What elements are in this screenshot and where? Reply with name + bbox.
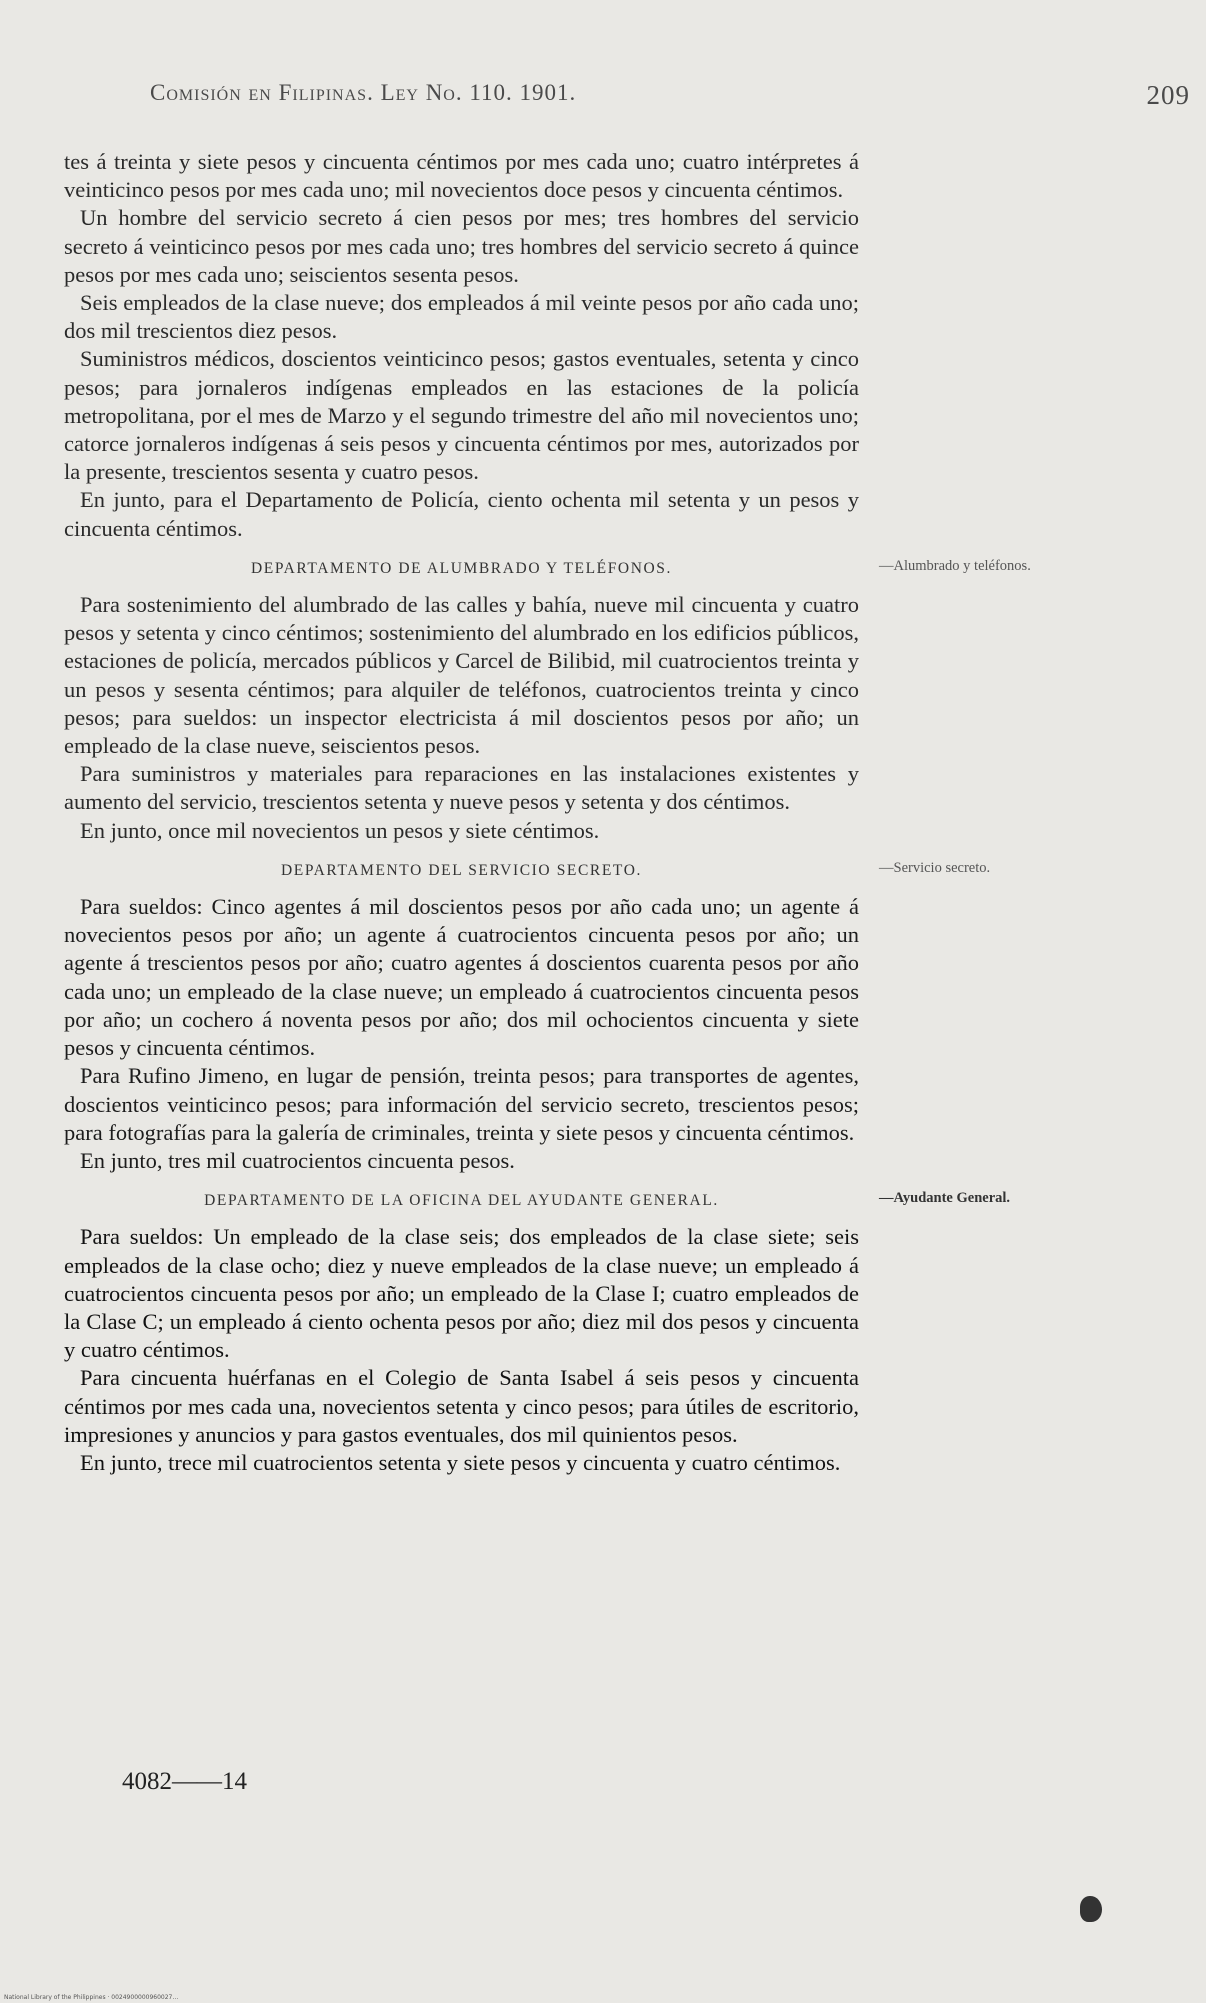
section-alumbrado: [64, 555, 1031, 845]
paragraph: Para suministros y materiales para reparaciones en las instalaciones existentes y aumento del servicio, trescientos setenta y nueve pesos y setenta y dos céntimos.: [64, 761, 859, 815]
page-number: 209: [1146, 80, 1190, 110]
margin-note: —Servicio secreto.: [879, 859, 991, 876]
body-text: [64, 148, 1031, 1477]
paragraph: En junto, para el Departamento de Policía, ciento ochenta mil setenta y un pesos y cincuenta céntimos.: [64, 487, 859, 541]
paragraph: Seis empleados de la clase nueve; dos empleados á mil veinte pesos por año cada uno; dos mil trescientos diez pesos.: [64, 290, 859, 344]
paragraph: tes á treinta y siete pesos y cincuenta céntimos por mes cada uno; cuatro intérpretes á veinticinco pesos por mes cada uno; mil novecientos doce pesos y cincuenta céntimos.: [64, 149, 859, 203]
printer-signature-mark: 4082——14: [122, 1768, 247, 1795]
paragraph: Para cincuenta huérfanas en el Colegio de Santa Isabel á seis pesos y cincuenta céntimos por mes cada una, novecientos setenta y cinco pesos; para útiles de escritorio, impresiones y anuncios y para gastos eventuales, dos mil quinientos pesos.: [64, 1365, 859, 1447]
running-title: Comisión en Filipinas. Ley No. 110. 1901.: [150, 80, 577, 105]
ink-blot: [1080, 1896, 1102, 1922]
paragraph: Para sueldos: Cinco agentes á mil doscientos pesos por año cada uno; un agente á novecientos pesos por año; un agente á cuatrocientos cincuenta pesos por año; un agente á trescientos pesos por año; cuatro agentes á doscientos cuarenta pesos por año cada uno; un empleado de la clase nueve; un empleado á cuatrocientos cincuenta pesos por año; un cochero á noventa pesos por año; dos mil ochocientos cincuenta y siete pesos y cincuenta céntimos.: [64, 894, 859, 1061]
section-heading: DEPARTAMENTO DEL SERVICIO SECRETO.: [280, 861, 642, 879]
paragraph: En junto, tres mil cuatrocientos cincuenta pesos.: [80, 1147, 515, 1173]
paragraph: Para Rufino Jimeno, en lugar de pensión, treinta pesos; para transportes de agentes, doscientos veinticinco pesos; para información del servicio secreto, trescientos pesos; para fotografías para la galería de criminales, treinta y siete pesos y cincuenta céntimos.: [64, 1063, 859, 1145]
margin-note: —Ayudante General.: [879, 1190, 1011, 1207]
section-heading: DEPARTAMENTO DE LA OFICINA DEL AYUDANTE GENERAL.: [204, 1192, 719, 1210]
paragraph: Suministros médicos, doscientos veinticinco pesos; gastos eventuales, setenta y cinco pesos; para jornaleros indígenas empleados en las estaciones de la policía metropolitana, por el mes de Marzo y el segundo trimestre del año mil novecientos uno; catorce jornaleros indígenas á seis pesos y cincuenta céntimos por mes, autorizados por la presente, trescientos sesenta y cuatro pesos.: [64, 346, 859, 485]
page-header: [150, 80, 1190, 120]
paragraph: Para sostenimiento del alumbrado de las calles y bahía, nueve mil cincuenta y cuatro pesos y setenta y cinco céntimos; sostenimiento del alumbrado en los edificios públicos, estaciones de policía, mercados públicos y Carcel de Bilibid, mil cuatrocientos treinta y un pesos y sesenta céntimos; para alquiler de teléfonos, cuatrocientos treinta y cinco pesos; para sueldos: un inspector electricista á mil doscientos pesos por año; un empleado de la clase nueve, seiscientos pesos.: [64, 592, 859, 759]
section-heading: DEPARTAMENTO DE ALUMBRADO Y TELÉFONOS.: [250, 559, 673, 577]
paragraph: En junto, trece mil cuatrocientos setenta y siete pesos y cincuenta y cuatro céntimos.: [80, 1449, 841, 1475]
margin-note: —Alumbrado y teléfonos.: [879, 557, 1031, 574]
section-servicio-secreto: [64, 857, 991, 1175]
paragraph: En junto, once mil novecientos un pesos y siete céntimos.: [80, 817, 600, 843]
paragraph: Para sueldos: Un empleado de la clase seis; dos empleados de la clase siete; seis empleados de la clase ocho; diez y nueve empleados de la clase nueve; un empleado á cuatrocientos cincuenta pesos por año; un empleado de la Clase I; cuatro empleados de la Clase C; un empleado á ciento ochenta pesos por año; diez mil dos pesos y cincuenta y cuatro céntimos.: [64, 1224, 859, 1363]
section-ayudante-general: [64, 1187, 1011, 1477]
scan-footer: National Library of the Philippines · 0024900000960027…: [4, 1994, 179, 2001]
paragraph: Un hombre del servicio secreto á cien pesos por mes; tres hombres del servicio secreto á veinticinco pesos por mes cada uno; tres hombres del servicio secreto á quince pesos por mes cada uno; seiscientos sesenta pesos.: [64, 205, 859, 287]
